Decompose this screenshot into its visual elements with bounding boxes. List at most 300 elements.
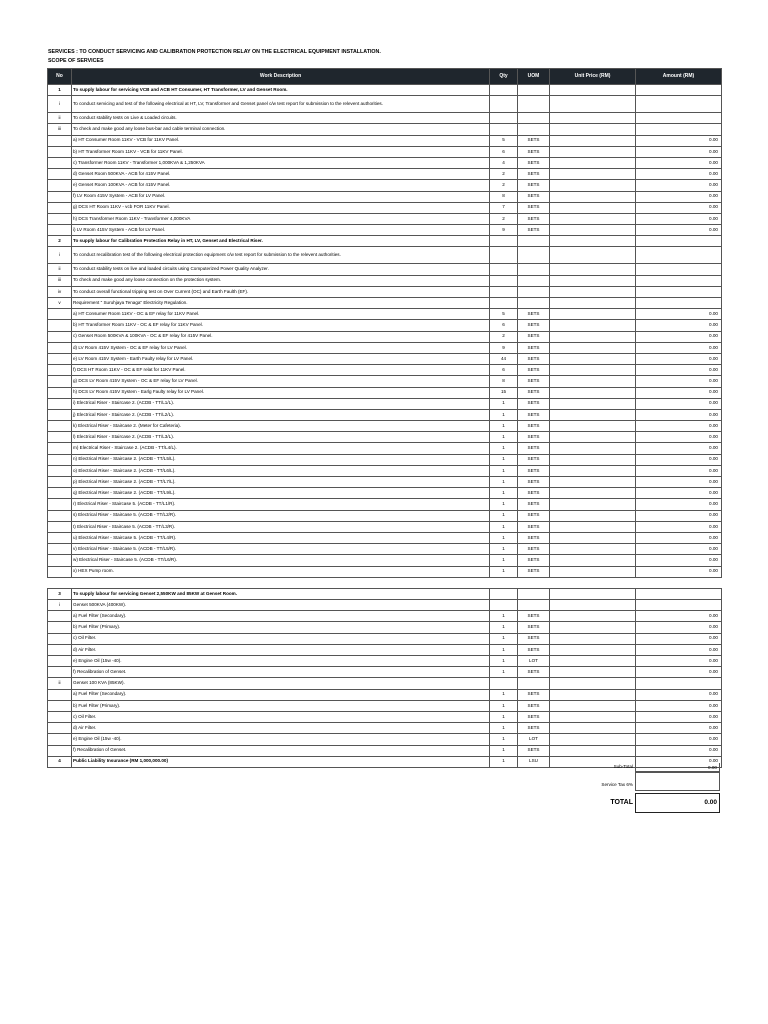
row-number-cell xyxy=(48,745,72,756)
unit-price-cell xyxy=(550,331,636,342)
description-cell: v) Electrical Riser - Staircase 5. (ACDB - TT/L5/R). xyxy=(72,544,490,555)
amount-cell: 0.00 xyxy=(636,432,722,443)
amount-cell xyxy=(636,236,722,247)
uom-cell: SETS xyxy=(518,387,550,398)
qty-cell: 2 xyxy=(490,213,518,224)
description-cell: d) Air Filter. xyxy=(72,723,490,734)
amount-cell xyxy=(636,298,722,309)
col-header-no: No xyxy=(48,69,72,85)
description-cell: e) LV Room 415V System - Earth Faulty relay for LV Panel. xyxy=(72,353,490,364)
description-cell: d) Air Filter. xyxy=(72,644,490,655)
unit-price-cell xyxy=(550,667,636,678)
qty-cell: 1 xyxy=(490,734,518,745)
uom-cell: SETS xyxy=(518,611,550,622)
description-cell: Requirement " Suruhjaya Tenaga" Electricity Regulation. xyxy=(72,298,490,309)
description-cell: c) Oil Filter. xyxy=(72,711,490,722)
uom-cell xyxy=(518,286,550,297)
row-number-cell xyxy=(48,225,72,236)
qty-cell: 1 xyxy=(490,454,518,465)
unit-price-cell xyxy=(550,309,636,320)
description-cell: a) Fuel Filter (Secondary). xyxy=(72,689,490,700)
table-row xyxy=(48,577,722,588)
description-cell: To conduct overall functional tripping test on Over Current (OC) and Earth Faulth (EF). xyxy=(72,286,490,297)
table-row xyxy=(48,113,722,124)
uom-cell: LSU xyxy=(518,756,550,767)
subtotal-label: Sub-Total xyxy=(613,764,633,769)
section-row xyxy=(48,85,722,96)
uom-cell: SETS xyxy=(518,700,550,711)
table-row xyxy=(48,532,722,543)
row-number-cell: iv xyxy=(48,286,72,297)
table-row xyxy=(48,157,722,168)
row-number-cell: ii xyxy=(48,264,72,275)
col-header-amount: Amount (RM) xyxy=(636,69,722,85)
row-number-cell xyxy=(48,644,72,655)
row-number-cell xyxy=(48,169,72,180)
amount-cell: 0.00 xyxy=(636,191,722,202)
uom-cell xyxy=(518,588,550,599)
uom-cell: SETS xyxy=(518,689,550,700)
unit-price-cell xyxy=(550,191,636,202)
unit-price-cell xyxy=(550,678,636,689)
description-cell: u) Electrical Riser - Staircase 5. (ACDB - TT/L4/R). xyxy=(72,532,490,543)
uom-cell: SETS xyxy=(518,225,550,236)
amount-cell: 0.00 xyxy=(636,320,722,331)
amount-cell: 0.00 xyxy=(636,331,722,342)
table-row xyxy=(48,477,722,488)
unit-price-cell xyxy=(550,96,636,113)
description-cell: f) DCS HT Room 11KV - OC & EF relat for 11KV Panel. xyxy=(72,365,490,376)
amount-cell: 0.00 xyxy=(636,342,722,353)
amount-cell xyxy=(636,275,722,286)
row-number-cell xyxy=(48,711,72,722)
unit-price-cell xyxy=(550,225,636,236)
amount-cell: 0.00 xyxy=(636,555,722,566)
amount-cell xyxy=(636,113,722,124)
uom-cell: SETS xyxy=(518,365,550,376)
row-number-cell xyxy=(48,342,72,353)
amount-cell xyxy=(636,124,722,135)
description-cell: To supply labour for servicing Genset 2,550KW and 85KW at Genset Room. xyxy=(72,588,490,599)
table-row xyxy=(48,443,722,454)
table-row xyxy=(48,213,722,224)
row-number-cell xyxy=(48,443,72,454)
row-number-cell: ii xyxy=(48,113,72,124)
uom-cell xyxy=(518,96,550,113)
unit-price-cell xyxy=(550,711,636,722)
amount-cell: 0.00 xyxy=(636,465,722,476)
document-subtitle: SCOPE OF SERVICES xyxy=(48,58,104,64)
row-number-cell xyxy=(48,157,72,168)
unit-price-cell xyxy=(550,622,636,633)
unit-price-cell xyxy=(550,521,636,532)
uom-cell: SETS xyxy=(518,521,550,532)
amount-cell xyxy=(636,286,722,297)
row-number-cell xyxy=(48,387,72,398)
row-number-cell xyxy=(48,454,72,465)
amount-cell: 0.00 xyxy=(636,521,722,532)
uom-cell: SETS xyxy=(518,443,550,454)
table-row xyxy=(48,499,722,510)
unit-price-cell xyxy=(550,723,636,734)
qty-cell xyxy=(490,124,518,135)
table-row xyxy=(48,275,722,286)
unit-price-cell xyxy=(550,689,636,700)
qty-cell: 44 xyxy=(490,353,518,364)
description-cell: h) DCS Transformer Room 11KV - Transformer 4,000KVA xyxy=(72,213,490,224)
unit-price-cell xyxy=(550,566,636,577)
total-label: TOTAL xyxy=(610,799,633,806)
uom-cell xyxy=(518,264,550,275)
amount-cell: 0.00 xyxy=(636,135,722,146)
qty-cell xyxy=(490,236,518,247)
row-number-cell xyxy=(48,353,72,364)
row-number-cell: i xyxy=(48,96,72,113)
qty-cell: 1 xyxy=(490,656,518,667)
qty-cell: 1 xyxy=(490,510,518,521)
uom-cell xyxy=(518,298,550,309)
uom-cell: SETS xyxy=(518,202,550,213)
unit-price-cell xyxy=(550,443,636,454)
table-row xyxy=(48,398,722,409)
qty-cell: 5 xyxy=(490,309,518,320)
subtotal-value: 0.00 xyxy=(635,763,720,772)
table-row xyxy=(48,191,722,202)
amount-cell: 0.00 xyxy=(636,409,722,420)
description-cell: b) HT Transformer Room 11KV - VCB for 11KV Panel. xyxy=(72,146,490,157)
table-row xyxy=(48,353,722,364)
table-row xyxy=(48,146,722,157)
qty-cell xyxy=(490,85,518,96)
unit-price-cell xyxy=(550,544,636,555)
uom-cell: SETS xyxy=(518,723,550,734)
row-number-cell xyxy=(48,465,72,476)
row-number-cell: iii xyxy=(48,275,72,286)
amount-cell: 0.00 xyxy=(636,566,722,577)
row-number-cell xyxy=(48,723,72,734)
amount-cell: 0.00 xyxy=(636,169,722,180)
description-cell: i) LV Room 415V System - ACB for LV Panel. xyxy=(72,225,490,236)
qty-cell xyxy=(490,577,518,588)
uom-cell: SETS xyxy=(518,421,550,432)
uom-cell xyxy=(518,678,550,689)
qty-cell: 5 xyxy=(490,135,518,146)
unit-price-cell xyxy=(550,298,636,309)
description-cell: Genset 500KVA (400KW). xyxy=(72,600,490,611)
table-row xyxy=(48,124,722,135)
description-cell: f) Recalibration of Genset. xyxy=(72,667,490,678)
uom-cell xyxy=(518,236,550,247)
tax-value xyxy=(635,772,720,791)
description-cell: k) Electrical Riser - Staircase 2. (Meter for Cafeteria). xyxy=(72,421,490,432)
row-number-cell xyxy=(48,409,72,420)
row-number-cell xyxy=(48,477,72,488)
table-row xyxy=(48,331,722,342)
uom-cell: SETS xyxy=(518,409,550,420)
uom-cell xyxy=(518,247,550,264)
row-number-cell: ii xyxy=(48,678,72,689)
col-header-uom: UOM xyxy=(518,69,550,85)
table-row xyxy=(48,611,722,622)
unit-price-cell xyxy=(550,264,636,275)
row-number-cell xyxy=(48,734,72,745)
unit-price-cell xyxy=(550,745,636,756)
uom-cell xyxy=(518,124,550,135)
table-row xyxy=(48,247,722,264)
uom-cell: SETS xyxy=(518,213,550,224)
amount-cell: 0.00 xyxy=(636,633,722,644)
description-cell: x) HEX Pump room. xyxy=(72,566,490,577)
description-cell: b) HT Transformer Room 11KV - OC & EF relay for 11KV Panel. xyxy=(72,320,490,331)
amount-cell: 0.00 xyxy=(636,499,722,510)
qty-cell xyxy=(490,247,518,264)
amount-cell: 0.00 xyxy=(636,644,722,655)
amount-cell: 0.00 xyxy=(636,443,722,454)
amount-cell: 0.00 xyxy=(636,622,722,633)
description-cell: e) Engine Oil (15w -40). xyxy=(72,734,490,745)
qty-cell: 8 xyxy=(490,191,518,202)
qty-cell: 1 xyxy=(490,711,518,722)
qty-cell: 1 xyxy=(490,398,518,409)
description-cell: a) Fuel Filter (Secondary). xyxy=(72,611,490,622)
qty-cell: 1 xyxy=(490,465,518,476)
row-number-cell: 1 xyxy=(48,85,72,96)
amount-cell: 0.00 xyxy=(636,656,722,667)
table-row xyxy=(48,488,722,499)
row-number-cell xyxy=(48,135,72,146)
qty-cell: 1 xyxy=(490,689,518,700)
table-row xyxy=(48,521,722,532)
qty-cell: 1 xyxy=(490,622,518,633)
amount-cell xyxy=(636,600,722,611)
unit-price-cell xyxy=(550,588,636,599)
table-row xyxy=(48,454,722,465)
description-cell: j) Electrical Riser - Staircase 2. (ACDB - TT/L2/L). xyxy=(72,409,490,420)
row-number-cell xyxy=(48,510,72,521)
uom-cell: LOT xyxy=(518,656,550,667)
row-number-cell: v xyxy=(48,298,72,309)
description-cell: h) DCS LV Room 415V System - Earlg Faulty relay for LV Panel. xyxy=(72,387,490,398)
unit-price-cell xyxy=(550,421,636,432)
description-cell: c) Transformer Room 11KV - Transformer 1,000KVA & 1,250KVA xyxy=(72,157,490,168)
unit-price-cell xyxy=(550,633,636,644)
unit-price-cell xyxy=(550,477,636,488)
table-body xyxy=(48,85,722,768)
unit-price-cell xyxy=(550,577,636,588)
uom-cell: SETS xyxy=(518,532,550,543)
table-row xyxy=(48,342,722,353)
table-row xyxy=(48,555,722,566)
unit-price-cell xyxy=(550,85,636,96)
amount-cell: 0.00 xyxy=(636,398,722,409)
table-row xyxy=(48,700,722,711)
qty-cell: 1 xyxy=(490,555,518,566)
qty-cell: 15 xyxy=(490,387,518,398)
section-row xyxy=(48,236,722,247)
description-cell: r) Electrical Riser - Staircase 5. (ACDB - TT/L1/R). xyxy=(72,499,490,510)
uom-cell: SETS xyxy=(518,711,550,722)
amount-cell: 0.00 xyxy=(636,532,722,543)
qty-cell: 8 xyxy=(490,376,518,387)
description-cell: Genset 100 KVA (85KW). xyxy=(72,678,490,689)
uom-cell: SETS xyxy=(518,510,550,521)
table-row xyxy=(48,135,722,146)
amount-cell xyxy=(636,588,722,599)
table-row xyxy=(48,723,722,734)
description-cell: q) Electrical Riser - Staircase 2. (ACDB - TT/L9/L). xyxy=(72,488,490,499)
qty-cell xyxy=(490,678,518,689)
amount-cell xyxy=(636,264,722,275)
description-cell: c) Genset Room 500KVA & 100KVA - OC & EF relay for 415V Panel. xyxy=(72,331,490,342)
table-row xyxy=(48,656,722,667)
description-cell: p) Electrical Riser - Staircase 2. (ACDB - TT/L7/L). xyxy=(72,477,490,488)
qty-cell: 6 xyxy=(490,320,518,331)
amount-cell: 0.00 xyxy=(636,146,722,157)
table-row xyxy=(48,202,722,213)
qty-cell: 9 xyxy=(490,342,518,353)
row-number-cell xyxy=(48,633,72,644)
amount-cell xyxy=(636,247,722,264)
description-cell: w) Electrical Riser - Staircase 5. (ACDB - TT/L6/R). xyxy=(72,555,490,566)
qty-cell xyxy=(490,113,518,124)
qty-cell: 1 xyxy=(490,644,518,655)
row-number-cell xyxy=(48,213,72,224)
table-row xyxy=(48,622,722,633)
uom-cell: SETS xyxy=(518,398,550,409)
qty-cell: 1 xyxy=(490,443,518,454)
row-number-cell xyxy=(48,555,72,566)
row-number-cell xyxy=(48,309,72,320)
uom-cell xyxy=(518,275,550,286)
description-cell: g) DCS LV Room 415V System - OC & EF relay for LV Panel. xyxy=(72,376,490,387)
qty-cell: 1 xyxy=(490,521,518,532)
row-number-cell xyxy=(48,532,72,543)
unit-price-cell xyxy=(550,286,636,297)
uom-cell: SETS xyxy=(518,477,550,488)
amount-cell: 0.00 xyxy=(636,309,722,320)
table-row xyxy=(48,600,722,611)
row-number-cell xyxy=(48,667,72,678)
row-number-cell xyxy=(48,398,72,409)
uom-cell: SETS xyxy=(518,157,550,168)
amount-cell: 0.00 xyxy=(636,180,722,191)
unit-price-cell xyxy=(550,465,636,476)
row-number-cell xyxy=(48,544,72,555)
qty-cell: 1 xyxy=(490,409,518,420)
col-header-unit-price: Unit Price (RM) xyxy=(550,69,636,85)
uom-cell: SETS xyxy=(518,432,550,443)
row-number-cell xyxy=(48,566,72,577)
uom-cell xyxy=(518,85,550,96)
unit-price-cell xyxy=(550,488,636,499)
description-cell: s) Electrical Riser - Staircase 5. (ACDB - TT/L2/R). xyxy=(72,510,490,521)
description-cell: b) Fuel Filter (Primary). xyxy=(72,622,490,633)
unit-price-cell xyxy=(550,202,636,213)
table-row xyxy=(48,745,722,756)
uom-cell xyxy=(518,600,550,611)
description-cell: To check and make good any loose bus-bar and cable terminal connection. xyxy=(72,124,490,135)
uom-cell: SETS xyxy=(518,191,550,202)
qty-cell: 1 xyxy=(490,499,518,510)
row-number-cell: 3 xyxy=(48,588,72,599)
row-number-cell xyxy=(48,191,72,202)
qty-cell xyxy=(490,600,518,611)
row-number-cell xyxy=(48,421,72,432)
qty-cell: 1 xyxy=(490,566,518,577)
table-row xyxy=(48,421,722,432)
amount-cell: 0.00 xyxy=(636,454,722,465)
unit-price-cell xyxy=(550,432,636,443)
description-cell: t) Electrical Riser - Staircase 5. (ACDB - TT/L3/R). xyxy=(72,521,490,532)
unit-price-cell xyxy=(550,353,636,364)
table-row xyxy=(48,298,722,309)
description-cell: f) Recalibration of Genset. xyxy=(72,745,490,756)
row-number-cell: i xyxy=(48,247,72,264)
row-number-cell xyxy=(48,656,72,667)
uom-cell: SETS xyxy=(518,180,550,191)
qty-cell xyxy=(490,264,518,275)
description-cell: To conduct stability tests on Live & Loaded circuits. xyxy=(72,113,490,124)
table-row xyxy=(48,566,722,577)
unit-price-cell xyxy=(550,180,636,191)
description-cell: To conduct servicing and test of the following electrical at HT, LV, Transformer and Genset panel c/w test report for submission to the relevent authorities. xyxy=(72,96,490,113)
row-number-cell xyxy=(48,331,72,342)
document-title: SERVICES : TO CONDUCT SERVICING AND CALIBRATION PROTECTION RELAY ON THE ELECTRICAL EQUIPMENT INSTALLATION. xyxy=(48,49,381,55)
qty-cell: 6 xyxy=(490,365,518,376)
table-row xyxy=(48,225,722,236)
description-cell: e) Engine Oil (15w -40). xyxy=(72,656,490,667)
amount-cell: 0.00 xyxy=(636,387,722,398)
uom-cell: SETS xyxy=(518,146,550,157)
description-cell: a) HT Consumer Room 11KV - OC & EF relay for 11KV Panel. xyxy=(72,309,490,320)
uom-cell: SETS xyxy=(518,544,550,555)
qty-cell: 2 xyxy=(490,169,518,180)
amount-cell: 0.00 xyxy=(636,734,722,745)
table-row xyxy=(48,180,722,191)
amount-cell: 0.00 xyxy=(636,157,722,168)
qty-cell: 6 xyxy=(490,146,518,157)
row-number-cell: i xyxy=(48,600,72,611)
row-number-cell xyxy=(48,432,72,443)
description-cell: b) Fuel Filter (Primary). xyxy=(72,700,490,711)
uom-cell: SETS xyxy=(518,353,550,364)
description-cell xyxy=(72,577,490,588)
uom-cell: LOT xyxy=(518,734,550,745)
amount-cell xyxy=(636,96,722,113)
row-number-cell xyxy=(48,146,72,157)
amount-cell: 0.00 xyxy=(636,376,722,387)
qty-cell: 1 xyxy=(490,477,518,488)
unit-price-cell xyxy=(550,409,636,420)
amount-cell: 0.00 xyxy=(636,745,722,756)
qty-cell: 1 xyxy=(490,723,518,734)
uom-cell: SETS xyxy=(518,499,550,510)
amount-cell: 0.00 xyxy=(636,544,722,555)
uom-cell: SETS xyxy=(518,465,550,476)
uom-cell: SETS xyxy=(518,488,550,499)
amount-cell: 0.00 xyxy=(636,700,722,711)
uom-cell: SETS xyxy=(518,169,550,180)
unit-price-cell xyxy=(550,146,636,157)
tax-row xyxy=(547,772,722,791)
unit-price-cell xyxy=(550,700,636,711)
unit-price-cell xyxy=(550,169,636,180)
table-row xyxy=(48,734,722,745)
amount-cell: 0.00 xyxy=(636,488,722,499)
uom-cell: SETS xyxy=(518,633,550,644)
table-row xyxy=(48,633,722,644)
description-cell: i) Electrical Riser - Staircase 2. (ACDB - TT/L1/L). xyxy=(72,398,490,409)
